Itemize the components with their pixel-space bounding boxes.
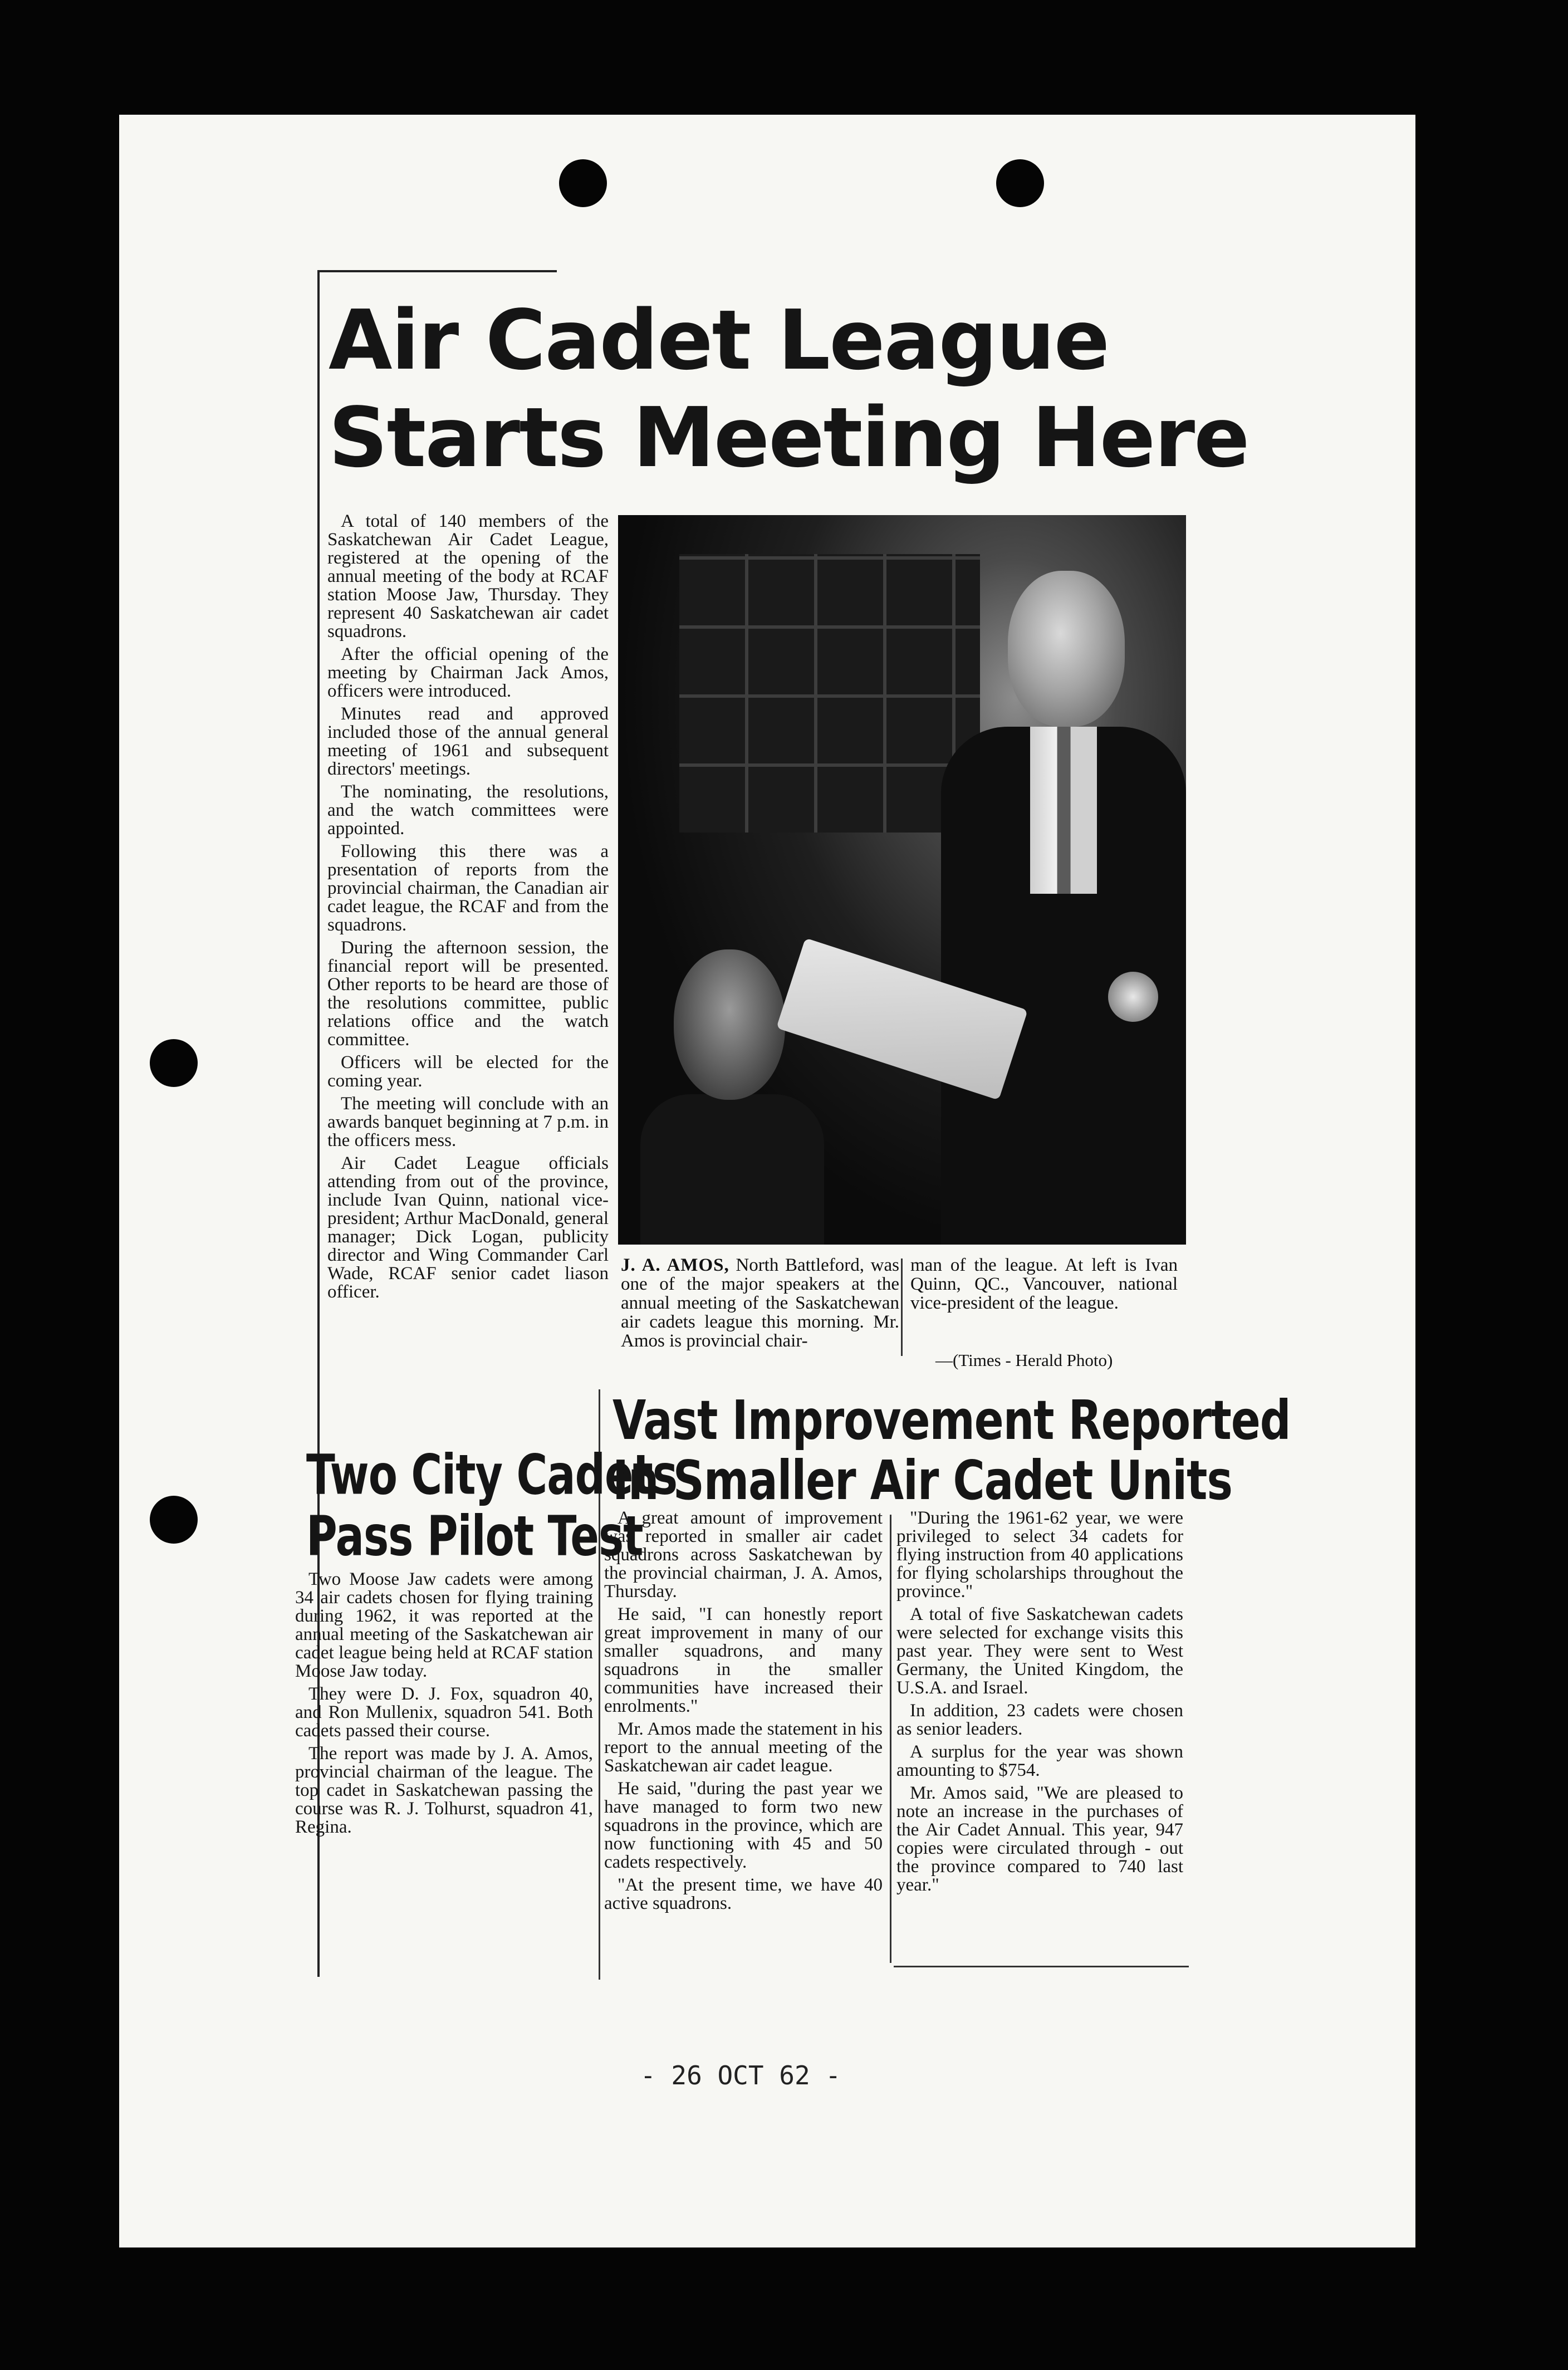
punch-hole-left-lower xyxy=(150,1496,198,1544)
news-photo xyxy=(618,515,1186,1245)
main-paragraph: The meeting will conclude with an awards banquet beginning at 7 p.m. in the officers mess. xyxy=(327,1094,609,1150)
main-paragraph: A total of 140 members of the Saskatchewan Air Cadet League, registered at the opening of the annual meeting of the body at RCAF station Moose Jaw, Thursday. They represent 40 Saskatchewan air cadet squadrons. xyxy=(327,511,609,642)
main-paragraph: Following this there was a presentation of reports from the provincial chairman, the Canadian air cadet league, the RCAF and from the squadrons. xyxy=(327,841,609,935)
third-headline-line2: Pass Pilot Test xyxy=(306,1504,643,1568)
second-paragraph: A surplus for the year was shown amounting to $754. xyxy=(896,1742,1183,1780)
photo-caption-left xyxy=(621,1256,899,1350)
third-paragraph: They were D. J. Fox, squadron 40, and Ron Mullenix, squadron 541. Both cadets passed their course. xyxy=(295,1684,593,1741)
photo-badge xyxy=(1108,972,1158,1022)
second-paragraph: He said, "I can honestly report great improvement in many of our smaller squadrons, and many squadrons in the smaller communities have increased their enrolments." xyxy=(604,1604,883,1716)
main-paragraph: Air Cadet League officials attending from out of the province, include Ivan Quinn, national vice-president; Arthur MacDonald, general manager; Dick Logan, publicity director and Wing Commander Carl Wade, RCAF senior cadet liason officer. xyxy=(327,1153,609,1302)
main-paragraph: Officers will be elected for the coming year. xyxy=(327,1052,609,1091)
photo-window xyxy=(679,554,980,833)
punch-hole-top-left xyxy=(559,159,607,207)
third-headline-line1: Two City Cadets xyxy=(306,1442,678,1507)
third-paragraph: Two Moose Jaw cadets were among 34 air cadets chosen for flying training during 1962, it was reported at the annual meeting of the Saskatchewan air cadet league being held at RCAF station Moose Jaw today. xyxy=(295,1569,593,1681)
photo-seated-man-head xyxy=(674,949,785,1100)
second-paragraph: He said, "during the past year we have managed to form two new squadrons in the province, which are now functioning with 45 and 50 cadets respectively. xyxy=(604,1779,883,1872)
second-paragraph: In addition, 23 cadets were chosen as senior leaders. xyxy=(896,1701,1183,1739)
third-article-body xyxy=(295,1570,593,1841)
main-paragraph: The nominating, the resolutions, and the watch committees were appointed. xyxy=(327,782,609,839)
third-paragraph: The report was made by J. A. Amos, provincial chairman of the league. The top cadet in Saskatchewan passing the course was R. J. Tolhurst, squadron 41, Regina. xyxy=(295,1744,593,1837)
photo-seated-man-suit xyxy=(640,1094,824,1245)
caption-text-2: man of the league. At left is Ivan Quinn, QC., Vancouver, national vice-president of the league. xyxy=(910,1255,1178,1313)
date-stamp: - 26 OCT 62 - xyxy=(640,2060,841,2090)
second-article-bottom-rule xyxy=(894,1966,1189,1967)
second-paragraph: A great amount of improvement was reported in smaller air cadet squadrons across Saskatchewan by the provincial chairman, J. A. Amos, Thursday. xyxy=(604,1508,883,1602)
photo-credit: —(Times - Herald Photo) xyxy=(935,1350,1113,1370)
second-article-col2 xyxy=(896,1509,1183,1899)
punch-hole-left-upper xyxy=(150,1039,198,1087)
second-headline-line1: Vast Improvement Reported xyxy=(612,1389,1291,1452)
main-headline-line1: Air Cadet League xyxy=(329,292,1109,388)
main-paragraph: After the official opening of the meeting by Chairman Jack Amos, officers were introduced. xyxy=(327,644,609,701)
top-rule xyxy=(317,270,557,272)
second-paragraph: "At the present time, we have 40 active squadrons. xyxy=(604,1875,883,1913)
second-headline-line2: In Smaller Air Cadet Units xyxy=(612,1450,1232,1512)
photo-caption-right xyxy=(910,1256,1178,1313)
caption-rule xyxy=(901,1259,903,1356)
main-paragraph: During the afternoon session, the financial report will be presented. Other reports to be heard are those of the resolutions committee, public relations office and the watch committee. xyxy=(327,938,609,1050)
main-paragraph: Minutes read and approved included those of the annual general meeting of 1961 and subsequent directors' meetings. xyxy=(327,704,609,779)
second-article-col1 xyxy=(604,1509,883,1917)
second-paragraph: A total of five Saskatchewan cadets were selected for exchange visits this past year. They were sent to West Germany, the United Kingdom, the U.S.A. and Israel. xyxy=(896,1604,1183,1698)
main-article-body xyxy=(327,512,609,1306)
photo-speaker-tie xyxy=(1030,727,1097,894)
second-paragraph: Mr. Amos said, "We are pleased to note an increase in the purchases of the Air Cadet Annual. This year, 947 copies were circulated through - out the province compared to 740 last year." xyxy=(896,1783,1183,1895)
photo-speaker-head xyxy=(1008,571,1125,727)
second-paragraph: "During the 1961-62 year, we were privileged to select 34 cadets for flying instruction from 40 applications for flying scholarships throughout the province." xyxy=(896,1508,1183,1602)
second-paragraph: Mr. Amos made the statement in his report to the annual meeting of the Saskatchewan air cadet league. xyxy=(604,1719,883,1776)
newspaper-clipping xyxy=(295,270,1291,1980)
caption-text-1: North Battleford, was one of the major speakers at the annual meeting of the Saskatchewan air cadets league this morning. Mr. Amos is provincial chair- xyxy=(621,1255,899,1351)
punch-hole-top-right xyxy=(996,159,1044,207)
second-article-column-rule xyxy=(890,1515,891,1963)
caption-name: J. A. AMOS, xyxy=(621,1255,729,1275)
main-headline-line2: Starts Meeting Here xyxy=(329,390,1249,486)
